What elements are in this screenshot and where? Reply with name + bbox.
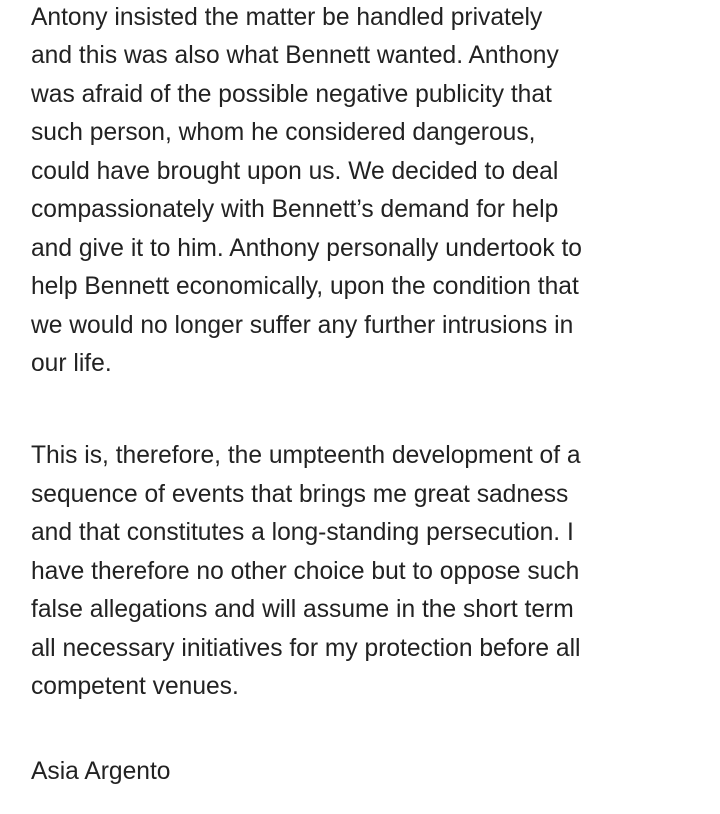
text-line: was afraid of the possible negative publicity that — [31, 81, 552, 108]
text-line: Antony insisted the matter be handled privately — [31, 4, 543, 31]
text-line: all necessary initiatives for my protection before all — [31, 635, 581, 662]
text-line: This is, therefore, the umpteenth development of a — [31, 442, 581, 469]
text-line: false allegations and will assume in the short term — [31, 596, 574, 623]
text-line: and that constitutes a long-standing persecution. I — [31, 519, 574, 546]
text-line: help Bennett economically, upon the condition that — [31, 273, 579, 300]
text-line: could have brought upon us. We decided to deal — [31, 158, 559, 185]
signature: Asia Argento — [31, 758, 171, 785]
text-line: sequence of events that brings me great sadness — [31, 481, 569, 508]
text-line: have therefore no other choice but to oppose such — [31, 558, 580, 585]
text-line: and this was also what Bennett wanted. Anthony — [31, 42, 559, 69]
text-line: and give it to him. Anthony personally undertook to — [31, 235, 582, 262]
text-line: such person, whom he considered dangerous, — [31, 119, 536, 146]
text-line: our life. — [31, 350, 112, 377]
text-line: competent venues. — [31, 673, 239, 700]
text-line: compassionately with Bennett’s demand for help — [31, 196, 559, 223]
text-line: we would no longer suffer any further intrusions in — [31, 312, 574, 339]
